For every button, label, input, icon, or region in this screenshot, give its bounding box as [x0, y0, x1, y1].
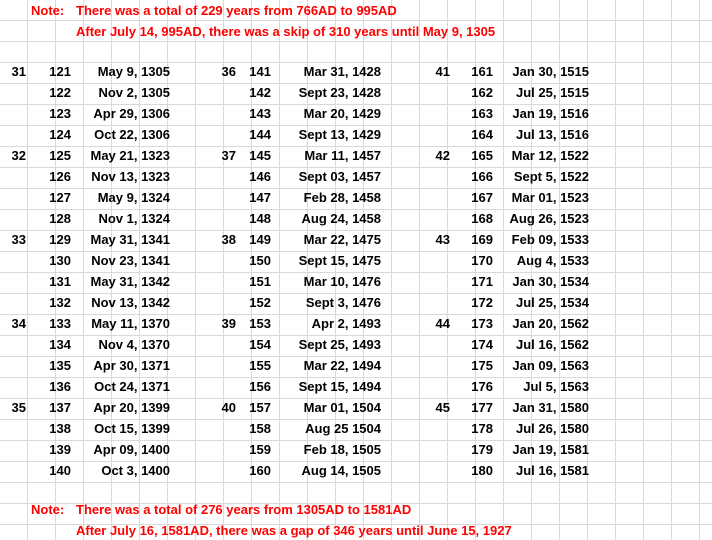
group-number-cell[interactable] — [214, 460, 236, 481]
entry-number-cell[interactable]: 133 — [49, 316, 71, 331]
entry-date-cell[interactable]: Apr 2, 1493 — [311, 316, 381, 331]
entry-number-cell[interactable]: 163 — [471, 106, 493, 121]
entry-number-cell[interactable]: 156 — [249, 379, 271, 394]
entry-number-cell[interactable]: 167 — [471, 190, 493, 205]
entry-number-cell[interactable]: 162 — [471, 85, 493, 100]
group-number-cell[interactable] — [4, 439, 26, 460]
table-row[interactable] — [0, 145, 712, 166]
entry-number-cell[interactable]: 175 — [471, 358, 493, 373]
top-note-line-1: There was a total of 229 years from 766AD to 995AD — [76, 3, 397, 18]
entry-number-cell[interactable]: 125 — [49, 148, 71, 163]
group-number-cell[interactable] — [214, 271, 236, 292]
entry-number-cell[interactable]: 174 — [471, 337, 493, 352]
group-number-cell[interactable] — [214, 103, 236, 124]
group-number-cell[interactable] — [428, 334, 450, 355]
entry-date-cell[interactable]: Mar 22, 1494 — [303, 358, 381, 373]
entry-date-cell[interactable]: Oct 3, 1400 — [101, 463, 170, 478]
entry-date-cell[interactable]: Feb 18, 1505 — [303, 442, 381, 457]
group-number-cell[interactable] — [4, 271, 26, 292]
entry-number-cell[interactable]: 137 — [49, 400, 71, 415]
entry-number-cell[interactable]: 132 — [49, 295, 71, 310]
table-row[interactable] — [0, 292, 712, 313]
entry-date-cell[interactable]: Jan 31, 1580 — [512, 400, 589, 415]
entry-number-cell[interactable]: 139 — [49, 442, 71, 457]
top-note-label: Note: — [31, 3, 65, 18]
group-number-cell[interactable] — [428, 124, 450, 145]
entry-date-cell[interactable]: Sept 13, 1429 — [298, 127, 381, 142]
table-row[interactable] — [0, 103, 712, 124]
entry-number-cell[interactable]: 159 — [249, 442, 271, 457]
group-number-cell[interactable] — [428, 271, 450, 292]
entry-number-cell[interactable]: 148 — [249, 211, 271, 226]
entry-number-cell[interactable]: 123 — [49, 106, 71, 121]
entry-date-cell[interactable]: Aug 26, 1523 — [509, 211, 589, 226]
entry-date-cell[interactable]: Sept 23, 1428 — [298, 85, 381, 100]
entry-number-cell[interactable]: 122 — [49, 85, 71, 100]
group-number-cell[interactable]: 32 — [11, 148, 26, 163]
group-number-cell[interactable] — [214, 292, 236, 313]
entry-number-cell[interactable]: 152 — [249, 295, 271, 310]
group-number-cell[interactable] — [214, 208, 236, 229]
table-row[interactable] — [0, 460, 712, 481]
group-number-cell[interactable]: 33 — [11, 232, 26, 247]
entry-date-cell[interactable]: Mar 20, 1429 — [303, 106, 381, 121]
group-number-cell[interactable] — [4, 292, 26, 313]
group-number-cell[interactable] — [428, 292, 450, 313]
entry-number-cell[interactable]: 179 — [471, 442, 493, 457]
bottom-note-row-1[interactable] — [0, 499, 712, 520]
entry-number-cell[interactable]: 144 — [249, 127, 271, 142]
entry-number-cell[interactable]: 173 — [471, 316, 493, 331]
entry-date-cell[interactable]: Nov 23, 1341 — [91, 253, 170, 268]
table-row[interactable] — [0, 397, 712, 418]
entry-number-cell[interactable]: 154 — [249, 337, 271, 352]
entry-date-cell[interactable]: May 31, 1342 — [90, 274, 170, 289]
entry-date-cell[interactable]: Jul 16, 1581 — [516, 463, 589, 478]
entry-date-cell[interactable]: Apr 09, 1400 — [93, 442, 170, 457]
group-number-cell[interactable] — [428, 187, 450, 208]
table-row[interactable] — [0, 187, 712, 208]
group-number-cell[interactable]: 34 — [11, 316, 26, 331]
table-row[interactable] — [0, 376, 712, 397]
bottom-note-label: Note: — [31, 502, 65, 517]
entry-date-cell[interactable]: Jan 30, 1515 — [512, 64, 589, 79]
group-number-cell[interactable] — [428, 355, 450, 376]
entry-number-cell[interactable]: 147 — [249, 190, 271, 205]
entry-date-cell[interactable]: Mar 12, 1522 — [511, 148, 589, 163]
entry-number-cell[interactable]: 145 — [249, 148, 271, 163]
group-number-cell[interactable] — [4, 460, 26, 481]
entry-number-cell[interactable]: 134 — [49, 337, 71, 352]
group-number-cell[interactable] — [4, 418, 26, 439]
entry-date-cell[interactable]: Mar 10, 1476 — [303, 274, 381, 289]
group-number-cell[interactable] — [4, 376, 26, 397]
entry-date-cell[interactable]: Jan 09, 1563 — [512, 358, 589, 373]
group-number-cell[interactable] — [4, 250, 26, 271]
entry-number-cell[interactable]: 128 — [49, 211, 71, 226]
entry-number-cell[interactable]: 126 — [49, 169, 71, 184]
entry-date-cell[interactable]: Nov 2, 1305 — [98, 85, 170, 100]
entry-date-cell[interactable]: Mar 31, 1428 — [303, 64, 381, 79]
group-number-cell[interactable]: 44 — [435, 316, 450, 331]
table-row[interactable] — [0, 355, 712, 376]
entry-date-cell[interactable]: Apr 20, 1399 — [93, 400, 170, 415]
entry-date-cell[interactable]: Feb 09, 1533 — [511, 232, 589, 247]
entry-date-cell[interactable]: Oct 24, 1371 — [94, 379, 170, 394]
table-row[interactable] — [0, 439, 712, 460]
table-row[interactable] — [0, 418, 712, 439]
entry-number-cell[interactable]: 168 — [471, 211, 493, 226]
entry-date-cell[interactable]: Aug 4, 1533 — [516, 253, 589, 268]
entry-number-cell[interactable]: 176 — [471, 379, 493, 394]
entry-number-cell[interactable]: 142 — [249, 85, 271, 100]
entry-date-cell[interactable]: Jan 20, 1562 — [512, 316, 589, 331]
entry-date-cell[interactable]: Jul 26, 1580 — [516, 421, 589, 436]
group-number-cell[interactable]: 43 — [435, 232, 450, 247]
group-number-cell[interactable] — [428, 82, 450, 103]
entry-date-cell[interactable]: Mar 01, 1523 — [511, 190, 589, 205]
entry-date-cell[interactable]: May 31, 1341 — [90, 232, 170, 247]
entry-date-cell[interactable]: Oct 22, 1306 — [94, 127, 170, 142]
entry-date-cell[interactable]: Nov 4, 1370 — [98, 337, 170, 352]
entry-number-cell[interactable]: 172 — [471, 295, 493, 310]
group-number-cell[interactable]: 38 — [221, 232, 236, 247]
group-number-cell[interactable]: 37 — [221, 148, 236, 163]
group-number-cell[interactable]: 45 — [435, 400, 450, 415]
entry-date-cell[interactable]: May 9, 1305 — [97, 64, 170, 79]
entry-number-cell[interactable]: 141 — [249, 64, 271, 79]
entry-number-cell[interactable]: 155 — [249, 358, 271, 373]
group-number-cell[interactable] — [214, 187, 236, 208]
top-note-line-2: After July 14, 995AD, there was a skip of 310 years until May 9, 1305 — [76, 24, 496, 39]
top-note-row-1[interactable] — [0, 0, 712, 21]
group-number-cell[interactable] — [214, 250, 236, 271]
entry-date-cell[interactable]: Nov 13, 1323 — [91, 169, 170, 184]
entry-number-cell[interactable]: 146 — [249, 169, 271, 184]
entry-number-cell[interactable]: 149 — [249, 232, 271, 247]
group-number-cell[interactable]: 40 — [221, 400, 236, 415]
entry-number-cell[interactable]: 135 — [49, 358, 71, 373]
entry-number-cell[interactable]: 130 — [49, 253, 71, 268]
entry-number-cell[interactable]: 165 — [471, 148, 493, 163]
entry-date-cell[interactable]: Sept 3, 1476 — [305, 295, 381, 310]
entry-date-cell[interactable]: Jul 13, 1516 — [516, 127, 589, 142]
entry-number-cell[interactable]: 124 — [49, 127, 71, 142]
group-number-cell[interactable]: 36 — [221, 64, 236, 79]
group-number-cell[interactable] — [428, 460, 450, 481]
entry-date-cell[interactable]: Sept 15, 1494 — [298, 379, 381, 394]
entry-date-cell[interactable]: Jan 30, 1534 — [512, 274, 589, 289]
entry-date-cell[interactable]: Aug 14, 1505 — [301, 463, 381, 478]
entry-date-cell[interactable]: May 21, 1323 — [90, 148, 170, 163]
entry-date-cell[interactable]: Sept 15, 1475 — [298, 253, 381, 268]
table-row[interactable] — [0, 271, 712, 292]
entry-number-cell[interactable]: 160 — [249, 463, 271, 478]
group-number-cell[interactable] — [4, 355, 26, 376]
entry-number-cell[interactable]: 177 — [471, 400, 493, 415]
group-number-cell[interactable] — [428, 376, 450, 397]
group-number-cell[interactable]: 35 — [11, 400, 26, 415]
group-number-cell[interactable] — [4, 166, 26, 187]
entry-date-cell[interactable]: Sept 5, 1522 — [513, 169, 589, 184]
entry-number-cell[interactable]: 178 — [471, 421, 493, 436]
bottom-note-line-1: There was a total of 276 years from 1305AD to 1581AD — [76, 502, 412, 517]
entry-number-cell[interactable]: 143 — [249, 106, 271, 121]
entry-number-cell[interactable]: 140 — [49, 463, 71, 478]
entry-number-cell[interactable]: 153 — [249, 316, 271, 331]
entry-number-cell[interactable]: 161 — [471, 64, 493, 79]
entry-number-cell[interactable]: 151 — [249, 274, 271, 289]
entry-number-cell[interactable]: 121 — [49, 64, 71, 79]
group-number-cell[interactable] — [214, 334, 236, 355]
entry-number-cell[interactable]: 150 — [249, 253, 271, 268]
group-number-cell[interactable] — [4, 334, 26, 355]
group-number-cell[interactable] — [4, 82, 26, 103]
entry-date-cell[interactable]: Jan 19, 1516 — [512, 106, 589, 121]
group-number-cell[interactable] — [428, 166, 450, 187]
entry-date-cell[interactable]: Mar 22, 1475 — [303, 232, 381, 247]
group-number-cell[interactable] — [4, 187, 26, 208]
entry-date-cell[interactable]: Jul 25, 1515 — [516, 85, 589, 100]
entry-date-cell[interactable]: Jul 5, 1563 — [523, 379, 589, 394]
entry-number-cell[interactable]: 138 — [49, 421, 71, 436]
bottom-note-row-2[interactable] — [0, 520, 712, 540]
group-number-cell[interactable] — [214, 355, 236, 376]
entry-date-cell[interactable]: Jul 16, 1562 — [516, 337, 589, 352]
group-number-cell[interactable] — [428, 439, 450, 460]
group-number-cell[interactable] — [4, 208, 26, 229]
entry-number-cell[interactable]: 164 — [471, 127, 493, 142]
entry-number-cell[interactable]: 180 — [471, 463, 493, 478]
entry-number-cell[interactable]: 136 — [49, 379, 71, 394]
entry-date-cell[interactable]: Nov 13, 1342 — [91, 295, 170, 310]
group-number-cell[interactable] — [214, 439, 236, 460]
entry-number-cell[interactable]: 170 — [471, 253, 493, 268]
group-number-cell[interactable] — [214, 82, 236, 103]
table-row[interactable] — [0, 166, 712, 187]
table-row[interactable] — [0, 250, 712, 271]
group-number-cell[interactable] — [428, 208, 450, 229]
group-number-cell[interactable]: 39 — [221, 316, 236, 331]
entry-date-cell[interactable]: May 9, 1324 — [97, 190, 170, 205]
entry-number-cell[interactable]: 131 — [49, 274, 71, 289]
entry-date-cell[interactable]: Aug 25 1504 — [305, 421, 381, 436]
group-number-cell[interactable] — [214, 376, 236, 397]
entry-date-cell[interactable]: Jul 25, 1534 — [516, 295, 589, 310]
entry-number-cell[interactable]: 171 — [471, 274, 493, 289]
entry-number-cell[interactable]: 157 — [249, 400, 271, 415]
table-row[interactable] — [0, 334, 712, 355]
table-row[interactable] — [0, 124, 712, 145]
group-number-cell[interactable] — [214, 166, 236, 187]
entry-date-cell[interactable]: May 11, 1370 — [91, 316, 170, 331]
entry-date-cell[interactable]: Feb 28, 1458 — [303, 190, 381, 205]
entry-number-cell[interactable]: 129 — [49, 232, 71, 247]
entry-date-cell[interactable]: Mar 01, 1504 — [303, 400, 381, 415]
entry-date-cell[interactable]: Aug 24, 1458 — [301, 211, 381, 226]
entry-number-cell[interactable]: 166 — [471, 169, 493, 184]
group-number-cell[interactable] — [214, 418, 236, 439]
entry-number-cell[interactable]: 127 — [49, 190, 71, 205]
entry-date-cell[interactable]: Jan 19, 1581 — [512, 442, 589, 457]
entry-date-cell[interactable]: Apr 30, 1371 — [93, 358, 170, 373]
table-row[interactable] — [0, 61, 712, 82]
group-number-cell[interactable] — [428, 250, 450, 271]
table-row[interactable] — [0, 208, 712, 229]
table-row[interactable] — [0, 82, 712, 103]
table-row[interactable] — [0, 229, 712, 250]
entry-date-cell[interactable]: Nov 1, 1324 — [98, 211, 170, 226]
group-number-cell[interactable] — [428, 103, 450, 124]
group-number-cell[interactable] — [214, 124, 236, 145]
bottom-note-line-2: After July 16, 1581AD, there was a gap of 346 years until June 15, 1927 — [76, 523, 512, 538]
group-number-cell[interactable] — [4, 124, 26, 145]
entry-date-cell[interactable]: Mar 11, 1457 — [304, 148, 381, 163]
group-number-cell[interactable] — [428, 418, 450, 439]
entry-date-cell[interactable]: Apr 29, 1306 — [93, 106, 170, 121]
table-row[interactable] — [0, 313, 712, 334]
entry-date-cell[interactable]: Oct 15, 1399 — [94, 421, 170, 436]
group-number-cell[interactable]: 42 — [435, 148, 450, 163]
entry-date-cell[interactable]: Sept 03, 1457 — [298, 169, 381, 184]
entry-number-cell[interactable]: 158 — [249, 421, 271, 436]
group-number-cell[interactable]: 41 — [435, 64, 450, 79]
top-note-row-2[interactable] — [0, 21, 712, 42]
entry-date-cell[interactable]: Sept 25, 1493 — [298, 337, 381, 352]
group-number-cell[interactable] — [4, 103, 26, 124]
group-number-cell[interactable]: 31 — [11, 64, 26, 79]
entry-number-cell[interactable]: 169 — [471, 232, 493, 247]
